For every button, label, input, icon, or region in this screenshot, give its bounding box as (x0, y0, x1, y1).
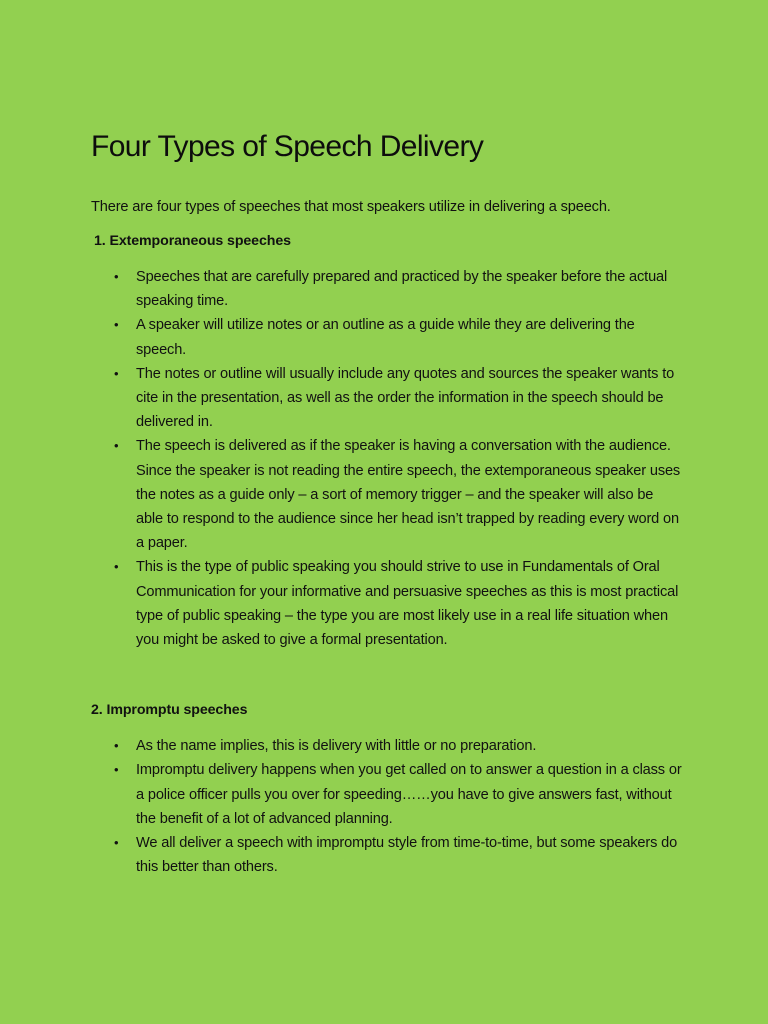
list-item-text: Impromptu delivery happens when you get called on to answer a question in a class or a police officer pulls you over for speeding……you have to give answers fast, without the benefit of a lot of advanced planning. (136, 762, 682, 827)
list-item (91, 734, 682, 758)
list-item (91, 362, 682, 435)
list-item-text: As the name implies, this is delivery with little or no preparation. (136, 738, 537, 755)
list-item (91, 434, 682, 555)
bullet-list (91, 734, 682, 879)
section-impromptu (91, 700, 682, 879)
section-heading: 1. Extemporaneous speeches (94, 233, 291, 249)
bullet-icon: • (114, 835, 119, 851)
list-item (91, 313, 682, 361)
page-title: Four Types of Speech Delivery (91, 130, 484, 163)
list-item-text: The notes or outline will usually include any quotes and sources the speaker wants to cite in the presentation, as well as the order the information in the speech should be delivered in. (136, 365, 675, 431)
list-item (91, 555, 682, 652)
list-item (91, 265, 682, 313)
section-extemporaneous (91, 231, 682, 652)
bullet-icon: • (114, 438, 119, 454)
bullet-icon: • (114, 762, 119, 778)
intro-paragraph: There are four types of speeches that most speakers utilize in delivering a speech. (91, 199, 611, 215)
section-heading: 2. Impromptu speeches (91, 702, 248, 719)
bullet-list (91, 265, 682, 652)
list-item-text: Speeches that are carefully prepared and practiced by the speaker before the actual speaking time. (136, 269, 668, 310)
bullet-icon: • (114, 269, 119, 284)
bullet-icon: • (114, 317, 119, 333)
list-item-text: This is the type of public speaking you should strive to use in Fundamentals of Oral Communication for your informative and persuasive speeches as this is most practical type of public speaking – the type you are most likely use in a real life situation when you might be asked to give a formal presentation. (136, 559, 679, 649)
bullet-icon: • (114, 365, 119, 381)
bullet-icon: • (114, 559, 119, 575)
list-item-text: A speaker will utilize notes or an outline as a guide while they are delivering the speech. (136, 317, 635, 358)
list-item (91, 831, 682, 879)
list-item-text: We all deliver a speech with impromptu style from time-to-time, but some speakers do this better than others. (136, 835, 678, 876)
bullet-icon: • (114, 738, 119, 754)
list-item-text: The speech is delivered as if the speaker is having a conversation with the audience. Since the speaker is not reading the entire speech, the extemporaneous speaker uses the notes as a guide only – a sort of memory trigger – and the speaker will also be able to respond to the audience since her head isn’t trapped by reading every word on a paper. (136, 438, 681, 552)
list-item (91, 758, 682, 831)
